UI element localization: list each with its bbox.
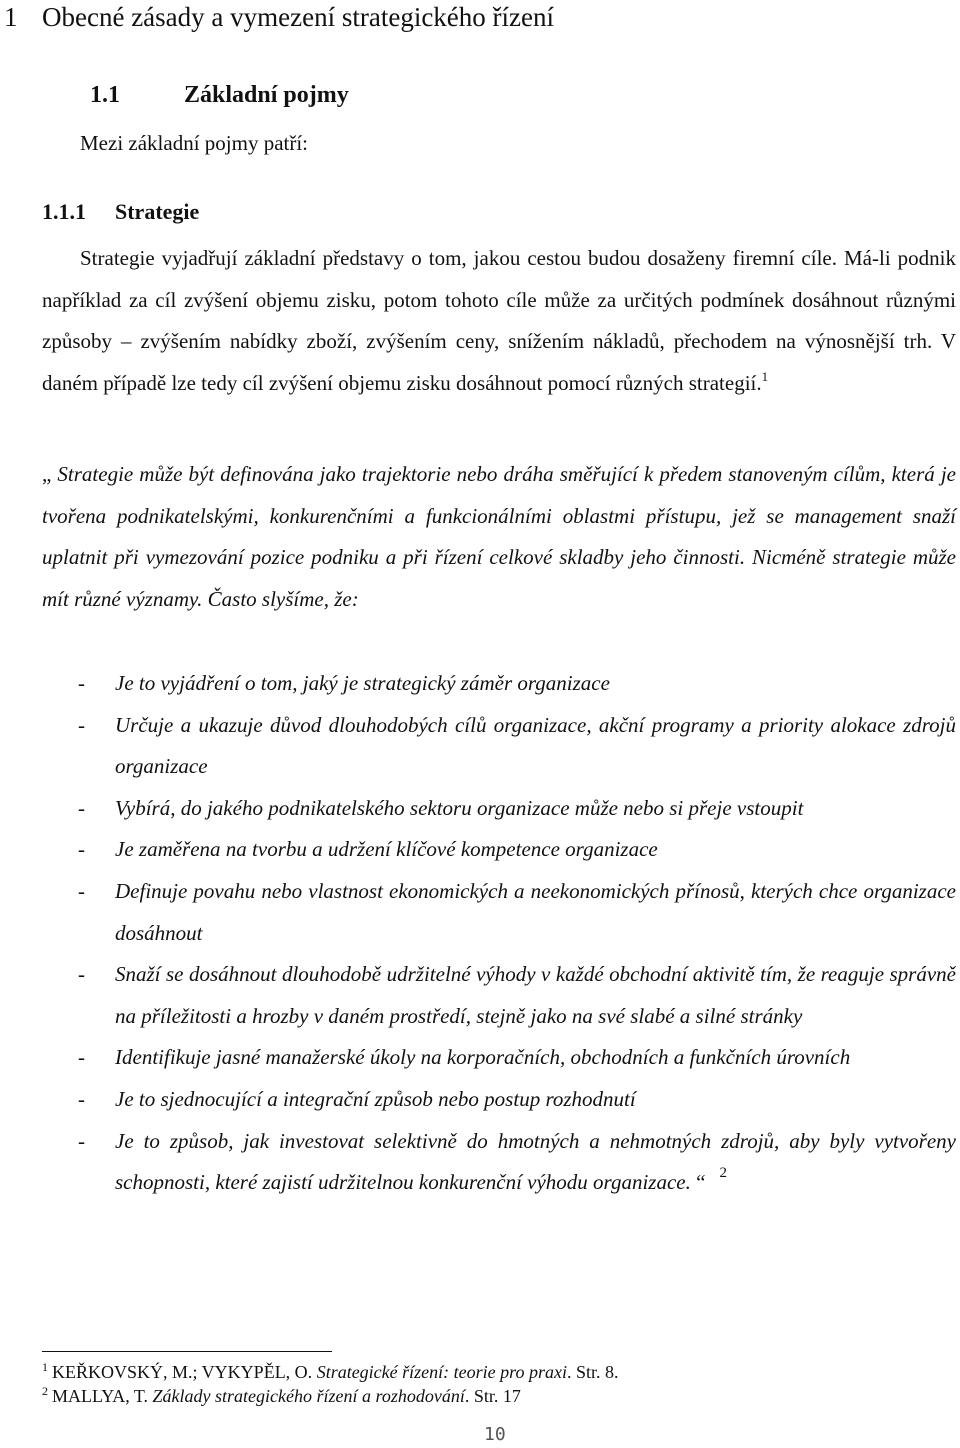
list-item-text: Je zaměřena na tvorbu a udržení klíčové kompetence organizace bbox=[115, 837, 658, 862]
footnote-suffix: . Str. 8. bbox=[566, 1362, 619, 1382]
subsection-title: Strategie bbox=[115, 199, 200, 224]
list-dash: - bbox=[78, 1128, 85, 1153]
footnote-authors: KEŘKOVSKÝ, M.; VYKYPĚL, O. bbox=[52, 1362, 313, 1382]
list-item-text: Je to způsob, jak investovat selektivně do hmotných a nehmotných zdrojů, aby byly vytvořeny schopnosti, které zajistí udržitelnou konkurenční výhodu organizace. bbox=[115, 1128, 956, 1195]
footnote-number: 1 bbox=[42, 1360, 48, 1374]
list-item-text: Je to vyjádření o tom, jaký je strategický záměr organizace bbox=[115, 671, 610, 695]
list-dash: - bbox=[78, 795, 85, 820]
subsection-heading bbox=[42, 197, 199, 227]
intro-text: Mezi základní pojmy patří: bbox=[80, 131, 309, 155]
section-heading bbox=[90, 79, 349, 111]
list-item-text: Vybírá, do jakého podnikatelského sektoru organizace může nebo si přeje vstoupit bbox=[115, 795, 804, 820]
list-item bbox=[78, 829, 956, 871]
list-item-text: Snaží se dosáhnout dlouhodobě udržitelné výhody v každé obchodní aktivitě tím, že reaguje správně na příležitosti a hrozby v daném prostředí, stejně jako na své slabé a silné stránky bbox=[115, 962, 956, 1028]
paragraph-strategy-definition bbox=[42, 238, 956, 404]
list-dash: - bbox=[78, 962, 85, 987]
footnote-separator bbox=[42, 1351, 332, 1352]
footnote-ref-1[interactable]: 1 bbox=[761, 368, 769, 384]
list-item bbox=[78, 788, 956, 830]
quote-text: Strategie může být definována jako trajektorie nebo dráha směřující k předem stanoveným cílům, která je tvořena podnikatelskými, konkurenčními a funkcionálními oblastmi přístupu, jež se management snaží uplatnit při vymezování pozice podniku a při řízení celkové skladby jeho činnosti. Nicméně strategie může mít různé významy. Často slyšíme, že: bbox=[42, 462, 956, 611]
footnote-authors: MALLYA, T. bbox=[52, 1386, 149, 1406]
chapter-number: 1 bbox=[4, 2, 18, 32]
quote-close-mark: “ bbox=[696, 1170, 706, 1195]
list-item-text: Identifikuje jasné manažerské úkoly na korporačních, obchodních a funkčních úrovních bbox=[115, 1045, 851, 1070]
list-item bbox=[78, 1079, 956, 1121]
list-item-text: Definuje povahu nebo vlastnost ekonomických a neekonomických přínosů, kterých chce organizace dosáhnout bbox=[115, 878, 956, 945]
list-item bbox=[78, 1121, 956, 1204]
footnote-2 bbox=[42, 1384, 922, 1408]
strategy-meanings-list bbox=[78, 663, 956, 1204]
list-item bbox=[78, 871, 956, 954]
list-dash: - bbox=[78, 671, 85, 695]
footnote-number: 2 bbox=[42, 1384, 48, 1398]
quote-paragraph bbox=[42, 454, 956, 620]
list-item-text: Je to sjednocující a integrační způsob nebo postup rozhodnutí bbox=[115, 1086, 636, 1111]
list-item bbox=[78, 663, 956, 705]
footnote-ref-2[interactable]: 2 bbox=[719, 1165, 727, 1182]
section-number: 1.1 bbox=[90, 82, 120, 108]
list-dash: - bbox=[78, 837, 85, 862]
chapter-title: Obecné zásady a vymezení strategického řízení bbox=[42, 2, 554, 32]
list-item bbox=[78, 954, 956, 1037]
footnote-title: Základy strategického řízení a rozhodování bbox=[152, 1386, 465, 1406]
list-item-text: Určuje a ukazuje důvod dlouhodobých cílů organizace, akční programy a priority alokace zdrojů organizace bbox=[115, 712, 956, 779]
footnote-1 bbox=[42, 1360, 922, 1384]
list-item bbox=[78, 1037, 956, 1079]
list-dash: - bbox=[78, 1045, 85, 1070]
paragraph-text: Strategie vyjadřují základní představy o tom, jakou cestou budou dosaženy firemní cíle. Má-li podnik například za cíl zvýšení objemu zisku, potom tohoto cíle může za určitých podmínek dosáhnout různými způsoby – zvýšením nabídky zboží, zvýšením ceny, snížením nákladů, přechodem na výnosnější trh. V daném případě lze tedy cíl zvýšení objemu zisku dosáhnout pomocí různých strategií. bbox=[42, 246, 956, 395]
subsection-number: 1.1.1 bbox=[42, 199, 86, 224]
list-item bbox=[78, 705, 956, 788]
list-dash: - bbox=[78, 1086, 85, 1111]
chapter-heading bbox=[4, 0, 554, 34]
footnotes bbox=[42, 1360, 922, 1408]
section-title: Základní pojmy bbox=[184, 82, 349, 108]
list-dash: - bbox=[78, 878, 85, 903]
page-number: 10 bbox=[484, 1424, 506, 1445]
footnote-suffix: . Str. 17 bbox=[464, 1386, 521, 1406]
list-dash: - bbox=[78, 712, 85, 737]
footnote-title: Strategické řízení: teorie pro praxi bbox=[316, 1362, 567, 1382]
quote-open-mark: „ bbox=[42, 462, 52, 486]
